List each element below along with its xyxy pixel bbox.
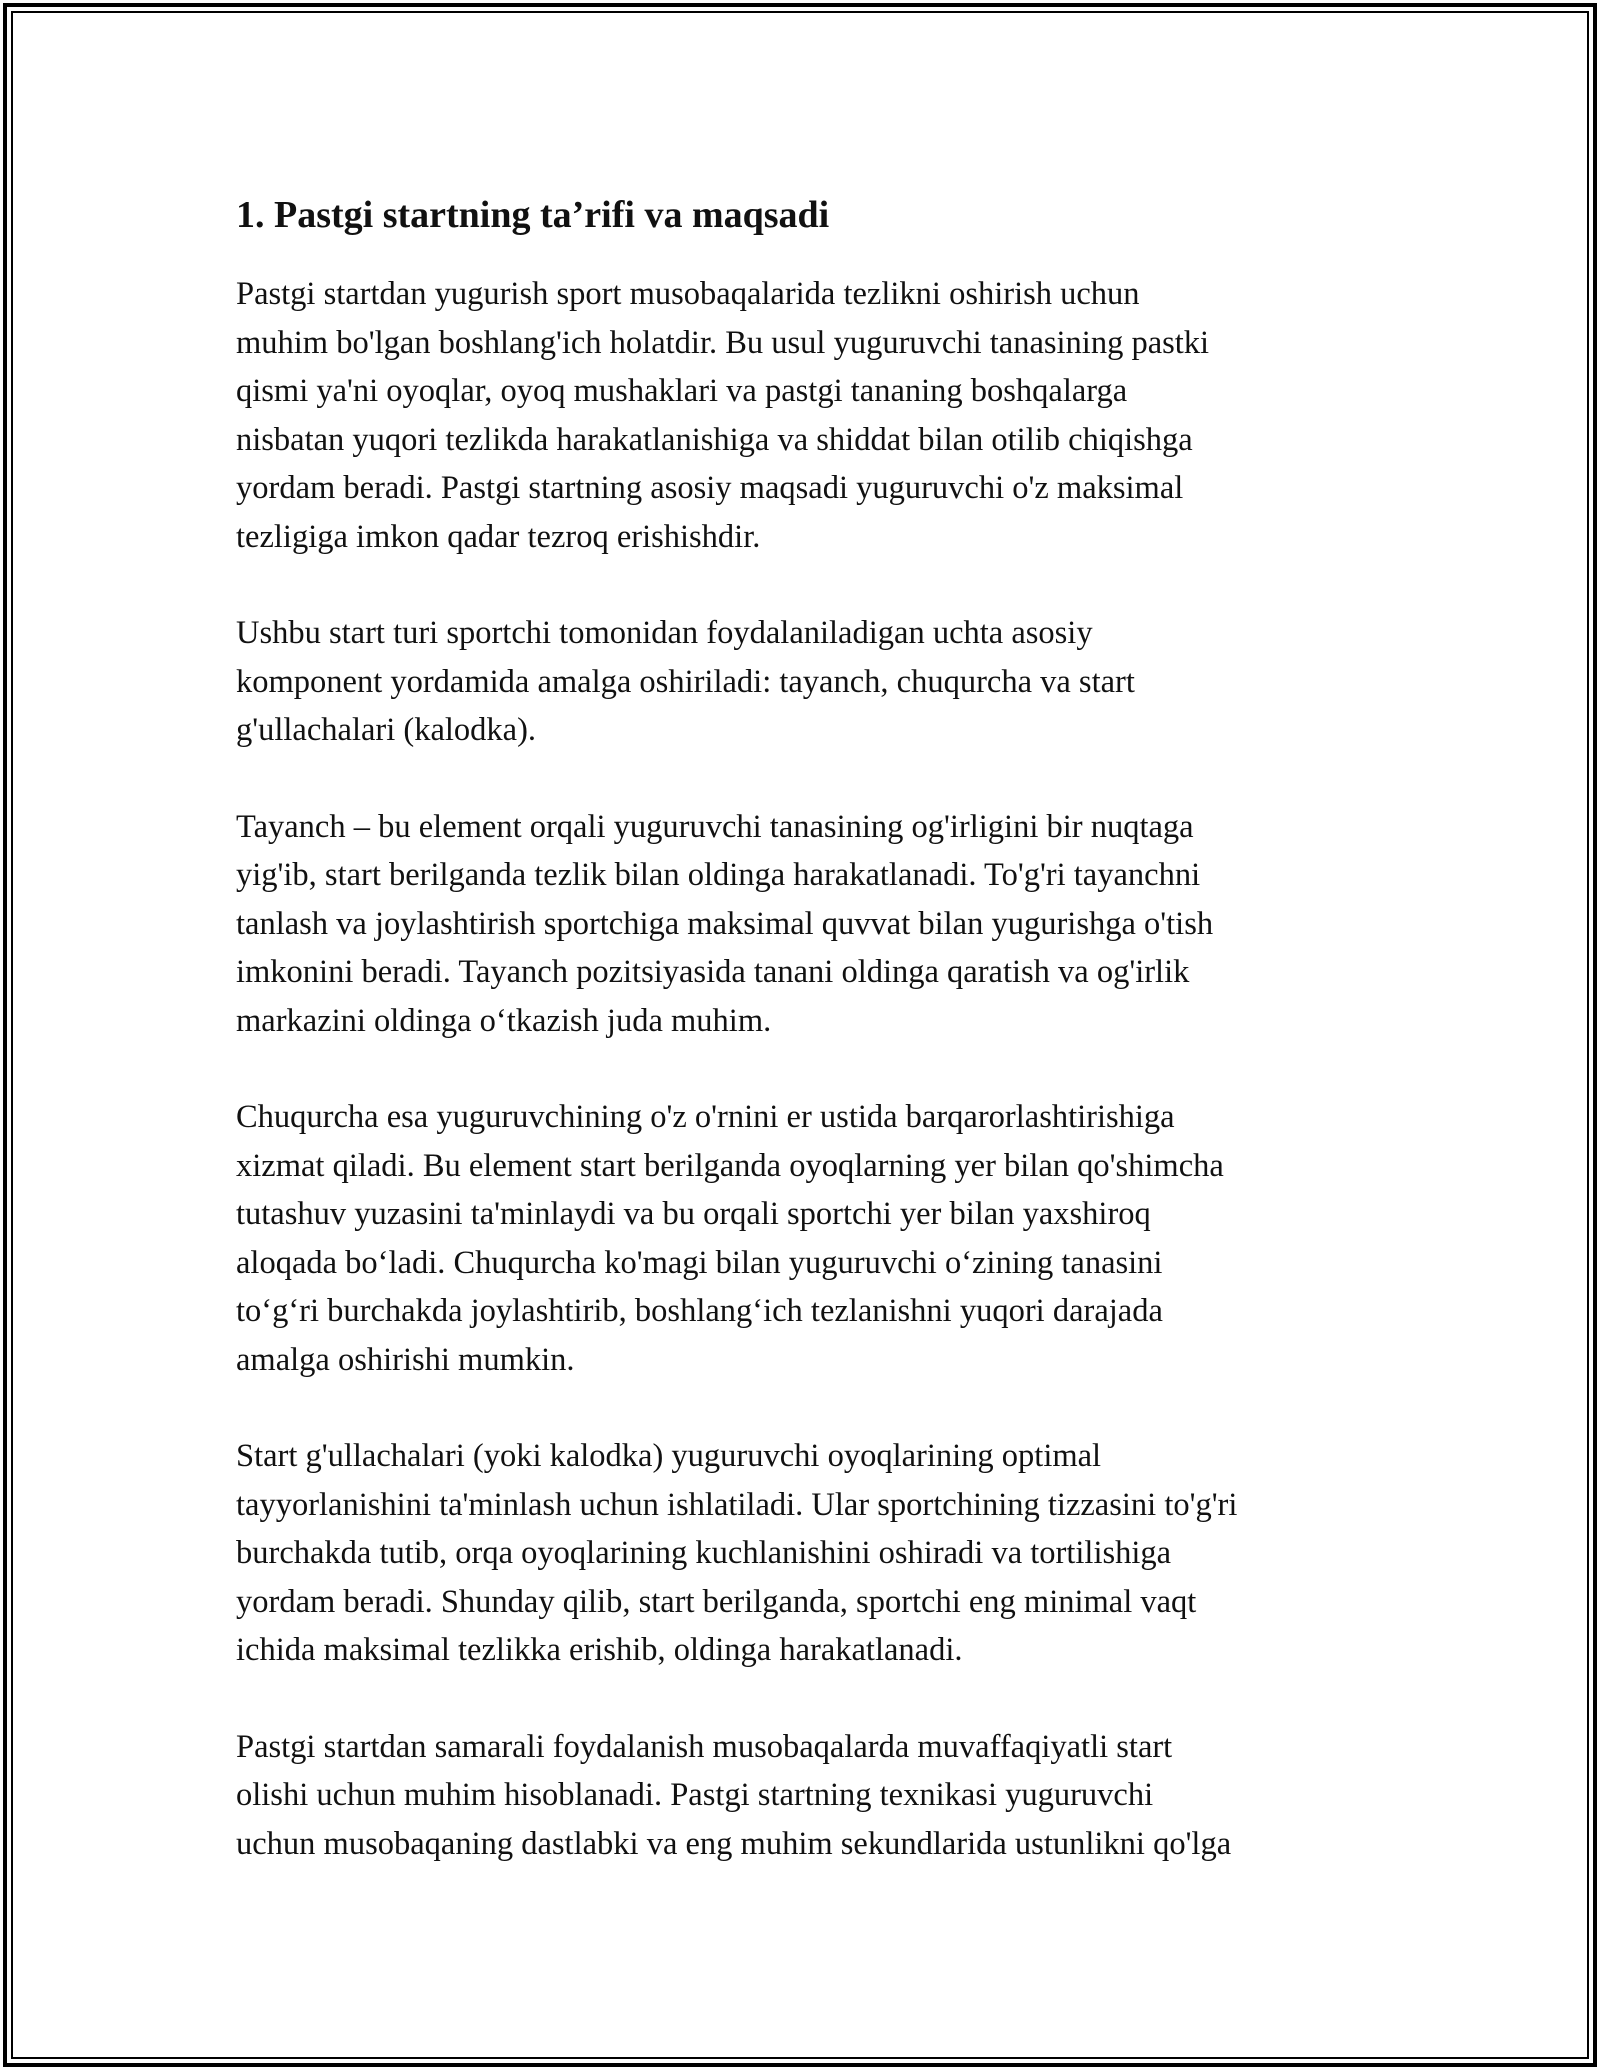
paragraph <box>236 1723 1376 1869</box>
text-line: ichida maksimal tezlikka erishib, oldinga harakatlanadi. <box>236 1632 963 1668</box>
section-heading: 1. Pastgi startning ta’rifi va maqsadi <box>236 194 830 236</box>
text-line: Start g'ullachalari (yoki kalodka) yuguruvchi oyoqlarining optimal <box>236 1438 1102 1474</box>
text-line: tutashuv yuzasini ta'minlaydi va bu orqali sportchi yer bilan yaxshiroq <box>236 1196 1151 1232</box>
text-line: yordam beradi. Pastgi startning asosiy maqsadi yuguruvchi o'z maksimal <box>236 470 1184 506</box>
text-line: burchakda tutib, orqa oyoqlarining kuchlanishini oshiradi va tortilishiga <box>236 1535 1172 1571</box>
paragraph-list <box>236 270 1376 1868</box>
text-line: yig'ib, start berilganda tezlik bilan oldinga harakatlanadi. To'g'ri tayanchni <box>236 857 1201 893</box>
text-line: Chuqurcha esa yuguruvchining o'z o'rnini er ustida barqarorlashtirishiga <box>236 1099 1175 1135</box>
document-body <box>236 190 1376 1916</box>
paragraph <box>236 1432 1376 1675</box>
text-line: muhim bo'lgan boshlang'ich holatdir. Bu usul yuguruvchi tanasining pastki <box>236 324 1210 361</box>
text-line: Ushbu start turi sportchi tomonidan foydalaniladigan uchta asosiy <box>236 615 1093 651</box>
text-line: aloqada bo‘ladi. Chuqurcha ko'magi bilan yuguruvchi o‘zining tanasini <box>236 1244 1163 1281</box>
text-line: tezligiga imkon qadar tezroq erishishdir. <box>236 518 761 555</box>
paragraph <box>236 803 1376 1046</box>
text-line: amalga oshirishi mumkin. <box>236 1341 575 1378</box>
text-line: g'ullachalari (kalodka). <box>236 712 537 748</box>
text-line: komponent yordamida amalga oshiriladi: tayanch, chuqurcha va start <box>236 663 1135 700</box>
text-line: tanlash va joylashtirish sportchiga maksimal quvvat bilan yugurishga o'tish <box>236 905 1214 942</box>
text-line: nisbatan yuqori tezlikda harakatlanishiga va shiddat bilan otilib chiqishga <box>236 421 1193 458</box>
text-line: uchun musobaqaning dastlabki va eng muhim sekundlarida ustunlikni qo'lga <box>236 1825 1232 1862</box>
text-line: tayyorlanishini ta'minlash uchun ishlatiladi. Ular sportchining tizzasini to'g'ri <box>236 1486 1238 1523</box>
text-line: Tayanch – bu element orqali yuguruvchi tanasining og'irligini bir nuqtaga <box>236 808 1194 845</box>
paragraph <box>236 1093 1376 1384</box>
paragraph <box>236 270 1376 561</box>
text-line: olishi uchun muhim hisoblanadi. Pastgi startning texnikasi yuguruvchi <box>236 1777 1154 1813</box>
text-line: to‘g‘ri burchakda joylashtirib, boshlang‘ich tezlanishni yuqori darajada <box>236 1293 1163 1329</box>
text-line: xizmat qiladi. Bu element start berilganda oyoqlarning yer bilan qo'shimcha <box>236 1147 1224 1184</box>
text-line: Pastgi startdan samarali foydalanish musobaqalarda muvaffaqiyatli start <box>236 1728 1173 1765</box>
text-line: Pastgi startdan yugurish sport musobaqalarida tezlikni oshirish uchun <box>236 276 1140 312</box>
text-line: imkonini beradi. Tayanch pozitsiyasida tanani oldinga qaratish va og'irlik <box>236 954 1190 990</box>
text-line: markazini oldinga o‘tkazish juda muhim. <box>236 1002 772 1039</box>
paragraph <box>236 609 1376 755</box>
text-line: yordam beradi. Shunday qilib, start berilganda, sportchi eng minimal vaqt <box>236 1583 1197 1620</box>
text-line: qismi ya'ni oyoqlar, oyoq mushaklari va pastgi tananing boshqalarga <box>236 373 1128 409</box>
